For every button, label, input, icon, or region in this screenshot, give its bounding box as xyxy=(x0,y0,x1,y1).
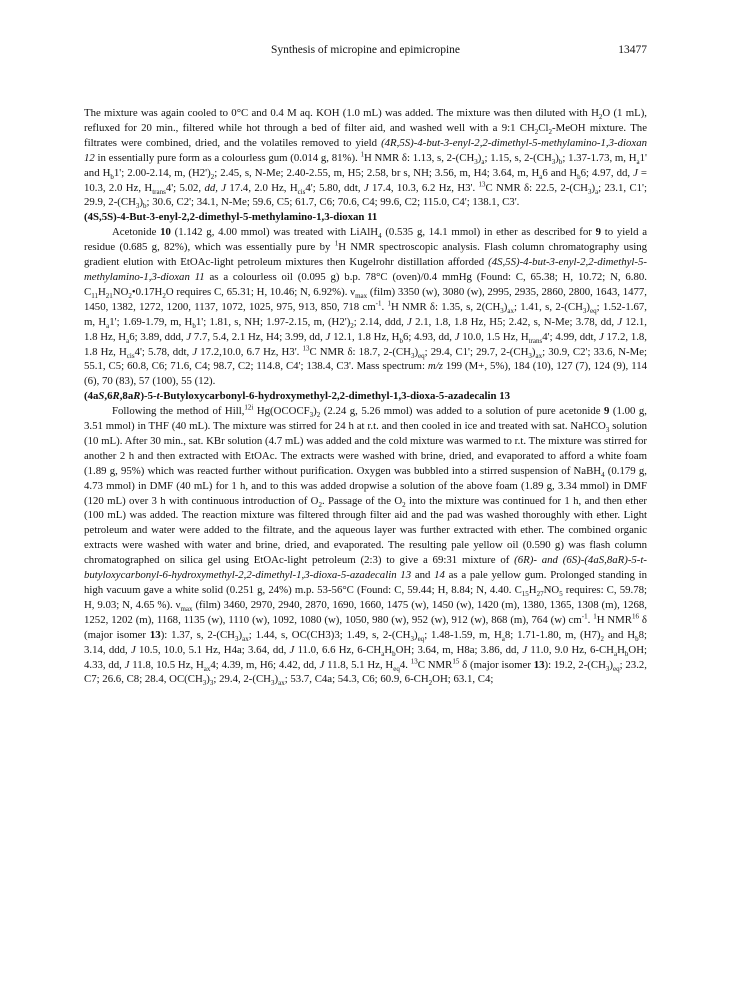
paragraph-compound-11: Acetonide 10 (1.142 g, 4.00 mmol) was treated with LiAlH$_4$ (0.535 g, 14.1 mmol) in ether as described for 9 to yield a residue (0.685 g, 82%), which was essentially pure by $^1$H NMR spectroscopic analysis. Flash column chromatography using gradient elution with EtOAc-light petroleum mixtures then Kugelrohr distillation afforded (4S,5S)-4-but-3-enyl-2,2-dimethyl-5-methylamino-1,3-dioxan 11 as a colourless oil (0.095 g) b.p. 78°C (oven)/0.4 mmHg (Found: C, 65.38; H, 10.72; N, 6.80. $C_{11}H_{21}NO_2•0.17H_2O$ requires C, 65.31; H, 10.46; N, 6.92%). $\nu_{max}$ (film) 3350 (w), 3080 (w), 2995, 2935, 2860, 2800, 1643, 1477, 1450, 1382, 1272, 1200, 1137, 1072, 1025, 975, 913, 850, 718 $cm^{-1}$. $^1$H NMR δ: 1.35, s, $2(CH_3)_{ax}$; 1.41, s, $2-(CH_3)_{eq}$; 1.52-1.67, m, $H_a1'$; 1.69-1.79, m, $H_b1'$; 1.81, s, NH; 1.97-2.15, m, $(H2')_2$; 2.14, ddd, J 2.1, 1.8, 1.8 Hz, H5; 2.42, s, N-Me; 3.78, dd, J 12.1, 1.8 Hz, $H_a6$; 3.89, ddd, J 7.7, 5.4, 2.1 Hz, H4; 3.99, dd, J 12.1, 1.8 Hz, $H_b6$; 4.93, dd, J 10.0, 1.5 Hz, $H_{trans}4'$; 4.99, ddt, J 17.2, 1.8, 1.8 Hz, $H_{cis}4'$; 5.78, ddt, J 17.2,10.0, 6.7 Hz, H3'. $^{13}$C NMR δ: 18.7, $2-(CH_3)_{eq}$; 29.4, C1'; 29.7, $2-(CH_3)_{ax}$; 30.9, C2'; 33.6, N-Me; 55.1, C5; 60.8, C6; 71.6, C4; 98.7, C2; 114.8, C4'; 138.4, C3'. Mass spectrum: m/z 199 (M+, 5%), 184 (10), 127 (7), 124 (9), 114 (6), 70 (83), 57 (100), 55 (12). xyxy=(84,226,648,388)
section-heading-compound-13: (4aS,6R,8aR)-5-t-Butyloxycarbonyl-6-hydroxymethyl-2,2-dimethyl-1,3-dioxa-5-azadecalin 13 xyxy=(84,390,511,403)
article-body xyxy=(84,106,647,687)
paragraph-compound-12: The mixture was again cooled to 0°C and 0.4 M aq. KOH (1.0 mL) was added. The mixture was then diluted with $H_2O$ (1 mL), refluxed for 20 min., filtered while hot through a bed of filter aid, and washed well with a 9:1 $CH_2Cl_2$-MeOH mixture. The filtrates were combined, dried, and the volatiles removed to yield (4R,5S)-4-but-3-enyl-2,2-dimethyl-5-methylamino-1,3-dioxan 12 in essentially pure form as a colourless gum (0.014 g, 81%). $^1$H NMR δ: 1.13, s, $2-(CH_3)_a$; 1.15, s, $2-(CH_3)_b$; 1.37-1.73, m, $H_a1'$ and $H_b1'$; 2.00-2.14, m, $(H2')_2$; 2.45, s, N-Me; 2.40-2.55, m, H5; 2.58, br s, NH; 3.56, m, H4; 3.64, m, $H_a6$ and $H_b6$; 4.97, dd, J = 10.3, 2.0 Hz, $H_{trans}4'$; 5.02, dd, J 17.4, 2.0 Hz, $H_{cis}4'$; 5.80, ddt, J 17.4, 10.3, 6.2 Hz, H3'. $^{13}$C NMR δ: 22.5, $2-(CH_3)_a$; 23.1, C1'; 29.9, $2-(CH_3)_b$; 30.6, C2'; 34.1, N-Me; 59.6, C5; 61.7, C6; 70.6, C4; 99.6, C2; 115.0, C4'; 138.1, C3'. xyxy=(84,107,647,211)
page-number: 13477 xyxy=(618,44,647,56)
paragraph-compound-13: Following the method of Hill,$^{12i}$ $Hg(OCOCF_3)_2$ (2.24 g, 5.26 mmol) was added to a solution of pure acetonide 9 (1.00 g, 3.51 mmol) in THF (40 mL). The mixture was stirred for 24 h at r.t. and then cooled in ice and treated with sat. NaHCO$_3$ solution (10 mL). After 30 min., sat. KBr solution (4.7 mL) was added and the cold mixture was warmed to r.t. The mixture was stirred for another 2 h and then extracted with EtOAc. The extracts were washed with brine, dried, and evaporated to afford a white foam (1.89 g, 95%) which was reacted further without purification. Oxygen was bubbled into a stirred suspension of NaBH$_4$ (0.179 g, 4.73 mmol) in DMF (40 mL) for 1 h, and to this was added dropwise a solution of the above foam (1.89 g, 3.34 mmol) in DMF (120 mL) over 3 h with continuous introduction of $O_2$. Passage of the $O_2$ into the mixture was continued for 1 h, and then ether (100 mL) was added. The reaction mixture was filtered through filter aid and the pad was washed thoroughly with ether. Light petroleum and water were added to the filtrate, and the aqueous layer was further extracted with ether. The combined organic extracts were washed with water and brine, dried, and evaporated. The resulting pale yellow oil (0.590 g) was flash column chromatographed on silica gel using EtOAc-light petroleum (2:3) to give a 69:31 mixture of (6R)- and (6S)-(4aS,8aR)-5-t-butyloxycarbonyl-6-hydroxymethyl-2,2-dimethyl-1,3-dioxa-5-azadecalin 13 and 14 as a pale yellow gum. Prolonged standing in high vacuum gave a white solid (0.251 g, 24%) m.p. 53-56°C (Found: C, 59.44; H, 8.84; N, 4.40. $C_{15}H_{27}NO_5$ requires: C, 59.78; H, 9.03; N, 4.65 %). $\nu_{max}$ (film) 3460, 2970, 2940, 2870, 1690, 1660, 1475 (w), 1450 (w), 1420 (m), 1380, 1365, 1308 (m), 1268, 1252, 1202 (m), 1168, 1135 (w), 1110 (w), 1092, 1080 (w), 1050, 980 (w), 952 (w), 912 (w), 868 (m), 764 (w) $cm^{-1}$. $^1$H NMR$^{16}$ δ (major isomer 13): 1.37, s, $2-(CH_3)_{ax}$; 1.44, s, OC(CH3)3; 1.49, s, $2-(CH_3)_{eq}$; 1.48-1.59, m, $H_a8$; 1.71-1.80, m, $(H7)_2$ and $H_b8$; 3.14, ddd, J 10.5, 10.0, 5.1 Hz, H4a; 3.64, dd, J 11.0, 6.6 Hz, $6-CH_aH_bOH$; 3.64, m, H8a; 3.86, dd, J 11.0, 9.0 Hz, $6-CH_aH_bOH$; 4.33, dd, J 11.8, 10.5 Hz, $H_{ax}4$; 4.39, m, H6; 4.42, dd, J 11.8, 5.1 Hz, $H_{eq}4$. $^{13}$C NMR$^{15}$ δ (major isomer 13): 19.2, $2-(CH_3)_{eq}$; 23.2, C7; 26.6, C8; 28.4, $OC(CH_3)_3$; 29.4, $2-(CH_3)_{ax}$; 53.7, C4a; 54.3, C6; 60.9, $6-CH_2OH$; 63.1, C4; xyxy=(84,403,647,688)
running-title: Synthesis of micropine and epimicropine xyxy=(270,44,461,56)
running-header xyxy=(84,44,647,60)
section-heading-compound-11: (4S,5S)-4-But-3-enyl-2,2-dimethyl-5-methylamino-1,3-dioxan 11 xyxy=(84,211,378,224)
